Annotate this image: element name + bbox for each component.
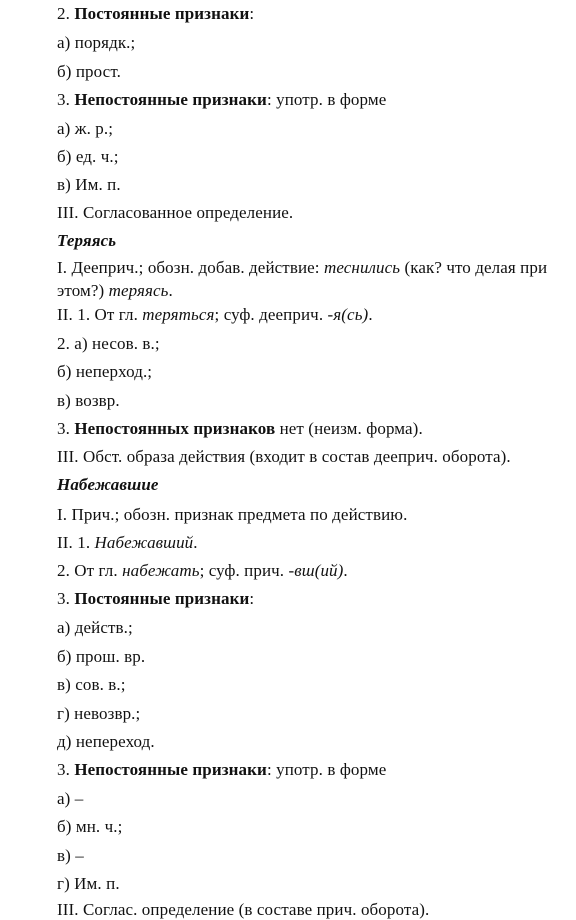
text-run: (как? что делая при этом?) [57,258,548,300]
line-item: в) возвр. [57,391,120,410]
line-item: III. Соглас. определение (в составе прич. оборота). [57,900,430,919]
bold-term: Постоянные признаки [74,589,250,608]
line-item: в) – [57,846,84,865]
italic-term: -я(сь) [327,305,369,324]
text-run: I. Дееприч.; обозн. добав. действие: [57,258,324,277]
item-number: 3. [57,419,75,438]
line-variable-features-header [57,760,386,780]
line-item: б) ед. ч.; [57,147,119,166]
line-constant-features-header [57,589,254,609]
paragraph-gerund-definition [57,256,571,302]
item-number: 2. [57,4,75,23]
line-item [57,305,373,325]
line-item: а) действ.; [57,618,133,637]
line-variable-features-header [57,90,386,110]
italic-term: -вш(ий) [288,561,344,580]
italic-term: теряясь [108,281,169,300]
item-number: 3. [57,90,75,109]
line-tail: : употр. в форме [266,90,387,109]
italic-term: теснились [323,258,401,277]
line-item: г) Им. п. [57,874,120,893]
line-item: в) сов. в.; [57,675,126,694]
bold-term: Непостоянных признаков [74,419,276,438]
text-run: . [343,561,348,580]
italic-term: Набежавший [94,533,194,552]
text-run: 2. От гл. [57,561,123,580]
text-run: ; суф. дееприч. [214,305,328,324]
line-item: 2. а) несов. в.; [57,334,160,353]
line-no-variable-features [57,419,423,439]
bold-term: Непостоянные признаки [74,90,267,109]
line-item: б) прош. вр. [57,647,146,666]
line-item: а) – [57,789,84,808]
text-run: . [168,281,173,300]
bold-term: Постоянные признаки [74,4,250,23]
text-run: ; суф. прич. [199,561,289,580]
line-tail: нет (неизм. форма). [275,419,423,438]
line-item: в) Им. п. [57,175,121,194]
line-item: III. Обст. образа действия (входит в состав дееприч. оборота). [57,447,511,466]
text-run: II. 1. От гл. [57,305,143,324]
item-number: 3. [57,589,75,608]
line-tail: : [249,4,255,23]
text-run: II. 1. [57,533,95,552]
line-item: г) невозвр.; [57,704,141,723]
line-item [57,533,198,553]
italic-term: набежать [122,561,200,580]
line-item: а) ж. р.; [57,119,114,138]
line-item: б) мн. ч.; [57,817,123,836]
line-item: б) прост. [57,62,121,81]
bold-term: Непостоянные признаки [74,760,267,779]
word-heading: Набежавшие [57,475,159,494]
line-constant-features-header [57,4,254,24]
text-run: . [193,533,198,552]
line-item: а) порядк.; [57,33,136,52]
item-number: 3. [57,760,75,779]
line-tail: : [249,589,255,608]
line-item: III. Согласованное определение. [57,203,294,222]
line-item: д) непереход. [57,732,155,751]
line-item [57,561,348,581]
line-item: б) неперход.; [57,362,153,381]
line-item: I. Прич.; обозн. признак предмета по действию. [57,505,408,524]
line-tail: : употр. в форме [266,760,387,779]
italic-term: теряться [142,305,215,324]
word-heading: Теряясь [57,231,117,250]
text-run: . [368,305,373,324]
